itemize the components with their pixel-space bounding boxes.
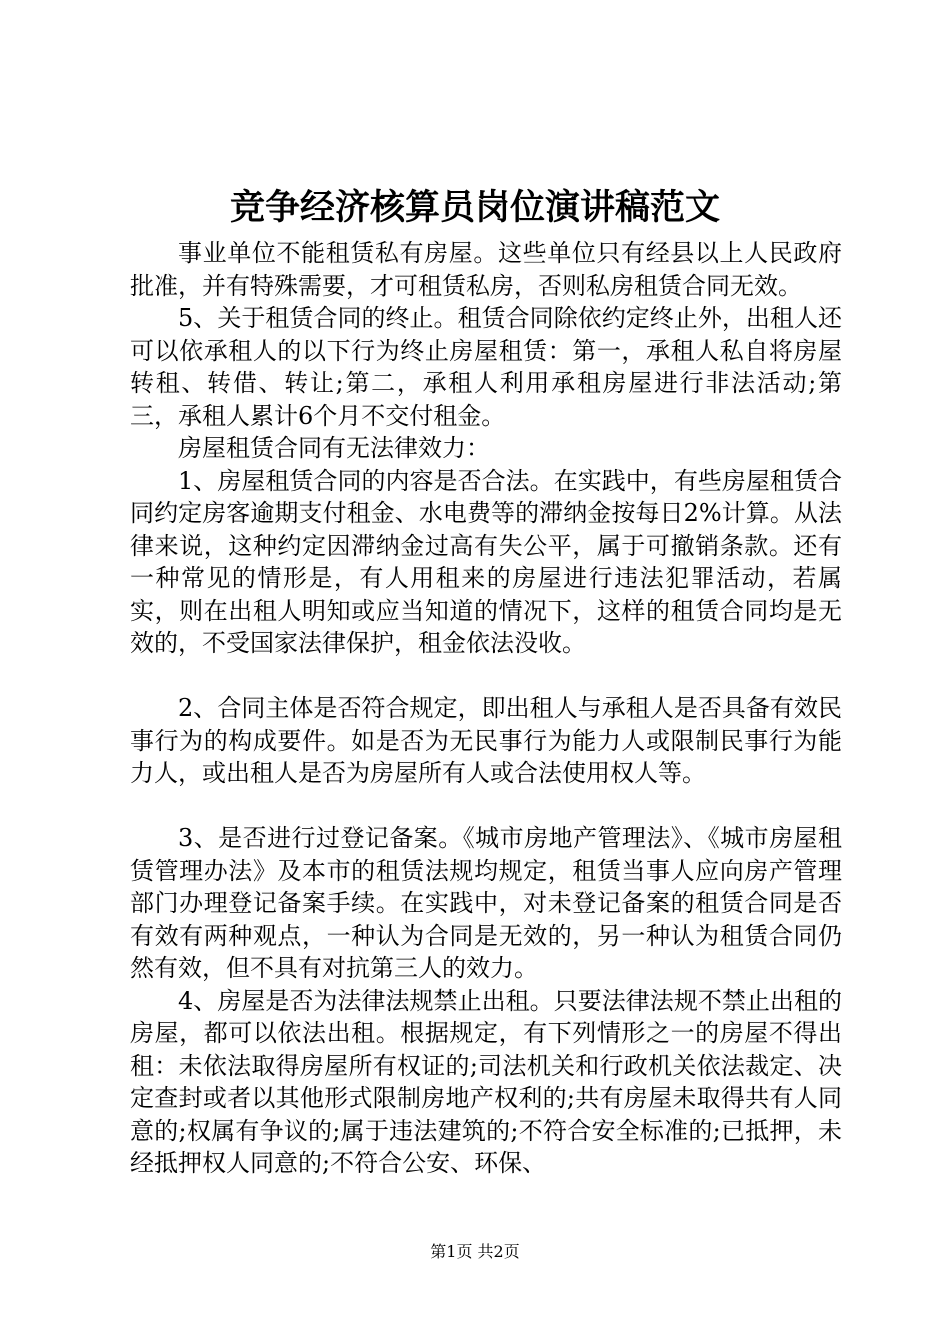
paragraph-5: 2、合同主体是否符合规定，即出租人与承租人是否具备有效民事行为的构成要件。如是否为无民事行为能力人或限制民事行为能力人，或出租人是否为房屋所有人或合法使用权人等。 <box>130 694 842 787</box>
paragraph-3: 房屋租赁合同有无法律效力： <box>178 434 490 462</box>
paragraph-4: 1、房屋租赁合同的内容是否合法。在实践中，有些房屋租赁合同约定房客逾期支付租金、水电费等的滞纳金按每日2%计算。从法律来说，这种约定因滞纳金过高有失公平，属于可撤销条款。还有一种常见的情形是，有人用租来的房屋进行违法犯罪活动，若属实，则在出租人明知或应当知道的情况下，这样的租赁合同均是无效的，不受国家法律保护，租金依法没收。 <box>130 466 842 657</box>
paragraph-7: 4、房屋是否为法律法规禁止出租。只要法律法规不禁止出租的房屋，都可以依法出租。根据规定，有下列情形之一的房屋不得出租：未依法取得房屋所有权证的;司法机关和行政机关依法裁定、决定查封或者以其他形式限制房地产权利的;共有房屋未取得共有人同意的;权属有争议的;属于违法建筑的;不符合安全标准的;已抵押，未经抵押权人同意的;不符合公安、环保、 <box>130 986 842 1177</box>
page-indicator: 第1页 共2页 <box>430 1242 520 1261</box>
paragraph-6: 3、是否进行过登记备案。《城市房地产管理法》、《城市房屋租赁管理办法》及本市的租赁法规均规定，租赁当事人应向房产管理部门办理登记备案手续。在实践中，对未登记备案的租赁合同是否有效有两种观点，一种认为合同是无效的，另一种认为租赁合同仍然有效，但不具有对抗第三人的效力。 <box>130 824 842 982</box>
paragraph-1: 事业单位不能租赁私有房屋。这些单位只有经县以上人民政府批准，并有特殊需要，才可租赁私房，否则私房租赁合同无效。 <box>130 239 842 300</box>
document-body <box>130 237 842 1180</box>
paragraph-2: 5、关于租赁合同的终止。租赁合同除依约定终止外，出租人还可以依承租人的以下行为终止房屋租赁：第一，承租人私自将房屋转租、转借、转让;第二，承租人利用承租房屋进行非法活动;第三，承租人累计6个月不交付租金。 <box>130 304 842 430</box>
document-title: 竞争经济核算员岗位演讲稿范文 <box>229 187 720 228</box>
